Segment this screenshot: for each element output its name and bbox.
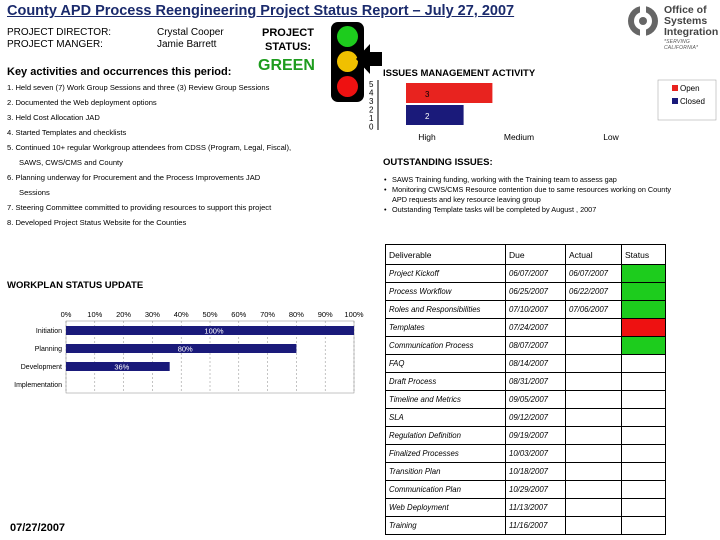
workplan-x-tick: 10%	[87, 310, 103, 319]
workplan-category-label: Development	[20, 364, 62, 371]
workplan-x-tick: 70%	[260, 310, 276, 319]
activity-item: 8. Developed Project Status Website for the Counties	[7, 218, 187, 227]
actual-date-cell	[566, 355, 622, 373]
workplan-category-label: Planning	[34, 346, 62, 353]
table-row	[386, 517, 666, 535]
outstanding-issues-list	[384, 175, 674, 215]
issues-y-tick: 2	[369, 105, 374, 115]
project-status-label: PROJECT STATUS:	[262, 27, 314, 53]
actual-date-cell	[566, 499, 622, 517]
status-cell	[622, 265, 666, 283]
deliverable-cell: Communication Process	[386, 337, 506, 355]
workplan-heading: WORKPLAN STATUS UPDATE	[7, 280, 144, 291]
legend-label: Closed	[680, 97, 705, 106]
report-title: County APD Process Reengineering Project Status Report – July 27, 2007	[7, 3, 515, 19]
legend-swatch	[672, 98, 678, 104]
status-cell	[622, 409, 666, 427]
issue-item: • SAWS Training funding, working with the Training team to assess gap	[384, 175, 617, 184]
actual-date-cell	[566, 463, 622, 481]
deliverable-cell: Process Workflow	[386, 283, 506, 301]
issues-y-tick: 0	[369, 122, 374, 132]
workplan-x-tick: 90%	[317, 310, 333, 319]
status-cell	[622, 337, 666, 355]
workplan-chart	[0, 305, 372, 405]
due-date-cell: 11/13/2007	[506, 499, 566, 517]
activity-item: 7. Steering Committee committed to providing resources to support this project	[7, 203, 272, 212]
outstanding-issues-heading: OUTSTANDING ISSUES:	[383, 157, 493, 168]
table-header-row	[386, 245, 666, 265]
workplan-x-tick: 50%	[202, 310, 218, 319]
deliverable-cell: SLA	[386, 409, 506, 427]
deliverable-cell: Communication Plan	[386, 481, 506, 499]
table-row	[386, 463, 666, 481]
status-cell	[622, 481, 666, 499]
actual-date-cell	[566, 517, 622, 535]
workplan-x-tick: 100%	[344, 310, 364, 319]
workplan-bar-label: 36%	[114, 362, 130, 372]
red-lamp-icon	[337, 76, 358, 97]
activity-item: 3. Held Cost Allocation JAD	[7, 113, 100, 122]
deliverable-cell: Roles and Responsibilities	[386, 301, 506, 319]
issues-category-label: Medium	[503, 132, 535, 142]
actual-date-cell	[566, 481, 622, 499]
actual-date-cell	[566, 373, 622, 391]
due-date-cell: 08/14/2007	[506, 355, 566, 373]
column-header: Deliverable	[386, 245, 506, 265]
issues-bar-label: 3	[425, 90, 430, 99]
table-row	[386, 319, 666, 337]
issue-item: • Monitoring CWS/CMS Resource contention due to same resources working on County APD requests and key resource leaving group	[384, 185, 672, 204]
activity-item: 5. Continued 10+ regular Workgroup attendees from CDSS (Program, Legal, Fiscal),	[7, 143, 292, 152]
table-row	[386, 337, 666, 355]
deliverable-cell: FAQ	[386, 355, 506, 373]
deliverable-cell: Project Kickoff	[386, 265, 506, 283]
actual-date-cell: 06/22/2007	[566, 283, 622, 301]
deliverables-table	[385, 244, 666, 535]
column-header: Due	[506, 245, 566, 265]
table-row	[386, 499, 666, 517]
issues-chart	[366, 78, 718, 144]
status-cell	[622, 391, 666, 409]
actual-date-cell	[566, 319, 622, 337]
report-date: 07/27/2007	[10, 522, 66, 534]
issues-bar-open	[406, 83, 492, 103]
logo-emblem-icon	[626, 4, 660, 38]
table-row	[386, 265, 666, 283]
workplan-x-tick: 0%	[60, 310, 72, 319]
deliverable-cell: Regulation Definition	[386, 427, 506, 445]
deliverable-cell: Templates	[386, 319, 506, 337]
table-row	[386, 283, 666, 301]
activity-item: 1. Held seven (7) Work Group Sessions and three (3) Review Group Sessions	[7, 83, 270, 92]
status-cell	[622, 517, 666, 535]
issues-heading: ISSUES MANAGEMENT ACTIVITY	[383, 68, 536, 79]
table-row	[386, 427, 666, 445]
issues-category-label: High	[418, 132, 436, 142]
status-cell	[622, 355, 666, 373]
table-row	[386, 445, 666, 463]
issues-category-label: Low	[603, 132, 619, 142]
due-date-cell: 09/12/2007	[506, 409, 566, 427]
due-date-cell: 10/29/2007	[506, 481, 566, 499]
status-cell	[622, 445, 666, 463]
actual-date-cell	[566, 337, 622, 355]
due-date-cell: 09/19/2007	[506, 427, 566, 445]
table-row	[386, 481, 666, 499]
deliverable-cell: Timeline and Metrics	[386, 391, 506, 409]
table-row	[386, 409, 666, 427]
status-cell	[622, 463, 666, 481]
manager-name: Jamie Barrett	[157, 39, 217, 50]
due-date-cell: 08/07/2007	[506, 337, 566, 355]
status-cell	[622, 373, 666, 391]
issues-bar-label: 2	[425, 112, 430, 121]
workplan-bar-label: 100%	[204, 326, 224, 336]
key-activities-heading: Key activities and occurrences this period:	[7, 66, 232, 78]
due-date-cell: 07/10/2007	[506, 301, 566, 319]
activity-item: 6. Planning underway for Procurement and the Process Improvements JAD	[7, 173, 261, 182]
status-cell	[622, 319, 666, 337]
actual-date-cell	[566, 427, 622, 445]
workplan-bar-label: 80%	[177, 344, 193, 354]
table-row	[386, 355, 666, 373]
status-cell	[622, 499, 666, 517]
actual-date-cell: 06/07/2007	[566, 265, 622, 283]
activity-item: 4. Started Templates and checklists	[7, 128, 127, 137]
due-date-cell: 10/18/2007	[506, 463, 566, 481]
status-cell	[622, 427, 666, 445]
director-name: Crystal Cooper	[157, 27, 224, 38]
workplan-category-label: Implementation	[14, 382, 62, 389]
workplan-x-tick: 40%	[173, 310, 189, 319]
due-date-cell: 09/05/2007	[506, 391, 566, 409]
issues-y-tick: 1	[369, 114, 374, 123]
deliverable-cell: Transition Plan	[386, 463, 506, 481]
due-date-cell: 06/25/2007	[506, 283, 566, 301]
activity-item: 2. Documented the Web deployment options	[7, 98, 157, 107]
deliverable-cell: Finalized Processes	[386, 445, 506, 463]
legend-label: Open	[680, 84, 700, 93]
actual-date-cell	[566, 409, 622, 427]
due-date-cell: 08/31/2007	[506, 373, 566, 391]
table-row	[386, 373, 666, 391]
actual-date-cell	[566, 391, 622, 409]
workplan-x-tick: 80%	[288, 310, 304, 319]
issues-y-tick: 4	[369, 88, 374, 98]
issues-bar-closed	[406, 105, 464, 125]
project-status-value: GREEN	[258, 57, 315, 74]
due-date-cell: 10/03/2007	[506, 445, 566, 463]
status-cell	[622, 301, 666, 319]
due-date-cell: 06/07/2007	[506, 265, 566, 283]
table-row	[386, 301, 666, 319]
legend-swatch	[672, 85, 678, 91]
director-label: PROJECT DIRECTOR:	[7, 27, 112, 38]
status-cell	[622, 283, 666, 301]
workplan-x-tick: 30%	[144, 310, 160, 319]
deliverable-cell: Web Deployment	[386, 499, 506, 517]
manager-label: PROJECT MANGER:	[7, 39, 103, 50]
due-date-cell: 07/24/2007	[506, 319, 566, 337]
actual-date-cell	[566, 445, 622, 463]
activity-item-continued: SAWS, CWS/CMS and County	[19, 158, 123, 167]
actual-date-cell: 07/06/2007	[566, 301, 622, 319]
workplan-x-tick: 60%	[231, 310, 247, 319]
due-date-cell: 11/16/2007	[506, 517, 566, 535]
deliverable-cell: Draft Process	[386, 373, 506, 391]
osi-logo: Office of Systems Integration *SERVING CALIFORNIA*	[624, 2, 718, 44]
column-header: Status	[622, 245, 666, 265]
status-arrow-icon	[354, 42, 384, 76]
workplan-category-label: Initiation	[35, 328, 62, 335]
workplan-x-tick: 20%	[116, 310, 132, 319]
activity-item-continued: Sessions	[19, 188, 50, 197]
issues-y-tick: 5	[369, 80, 374, 89]
issues-y-tick: 3	[369, 97, 374, 106]
deliverable-cell: Training	[386, 517, 506, 535]
issue-item: • Outstanding Template tasks will be completed by August , 2007	[384, 205, 597, 214]
table-row	[386, 391, 666, 409]
column-header: Actual	[566, 245, 622, 265]
